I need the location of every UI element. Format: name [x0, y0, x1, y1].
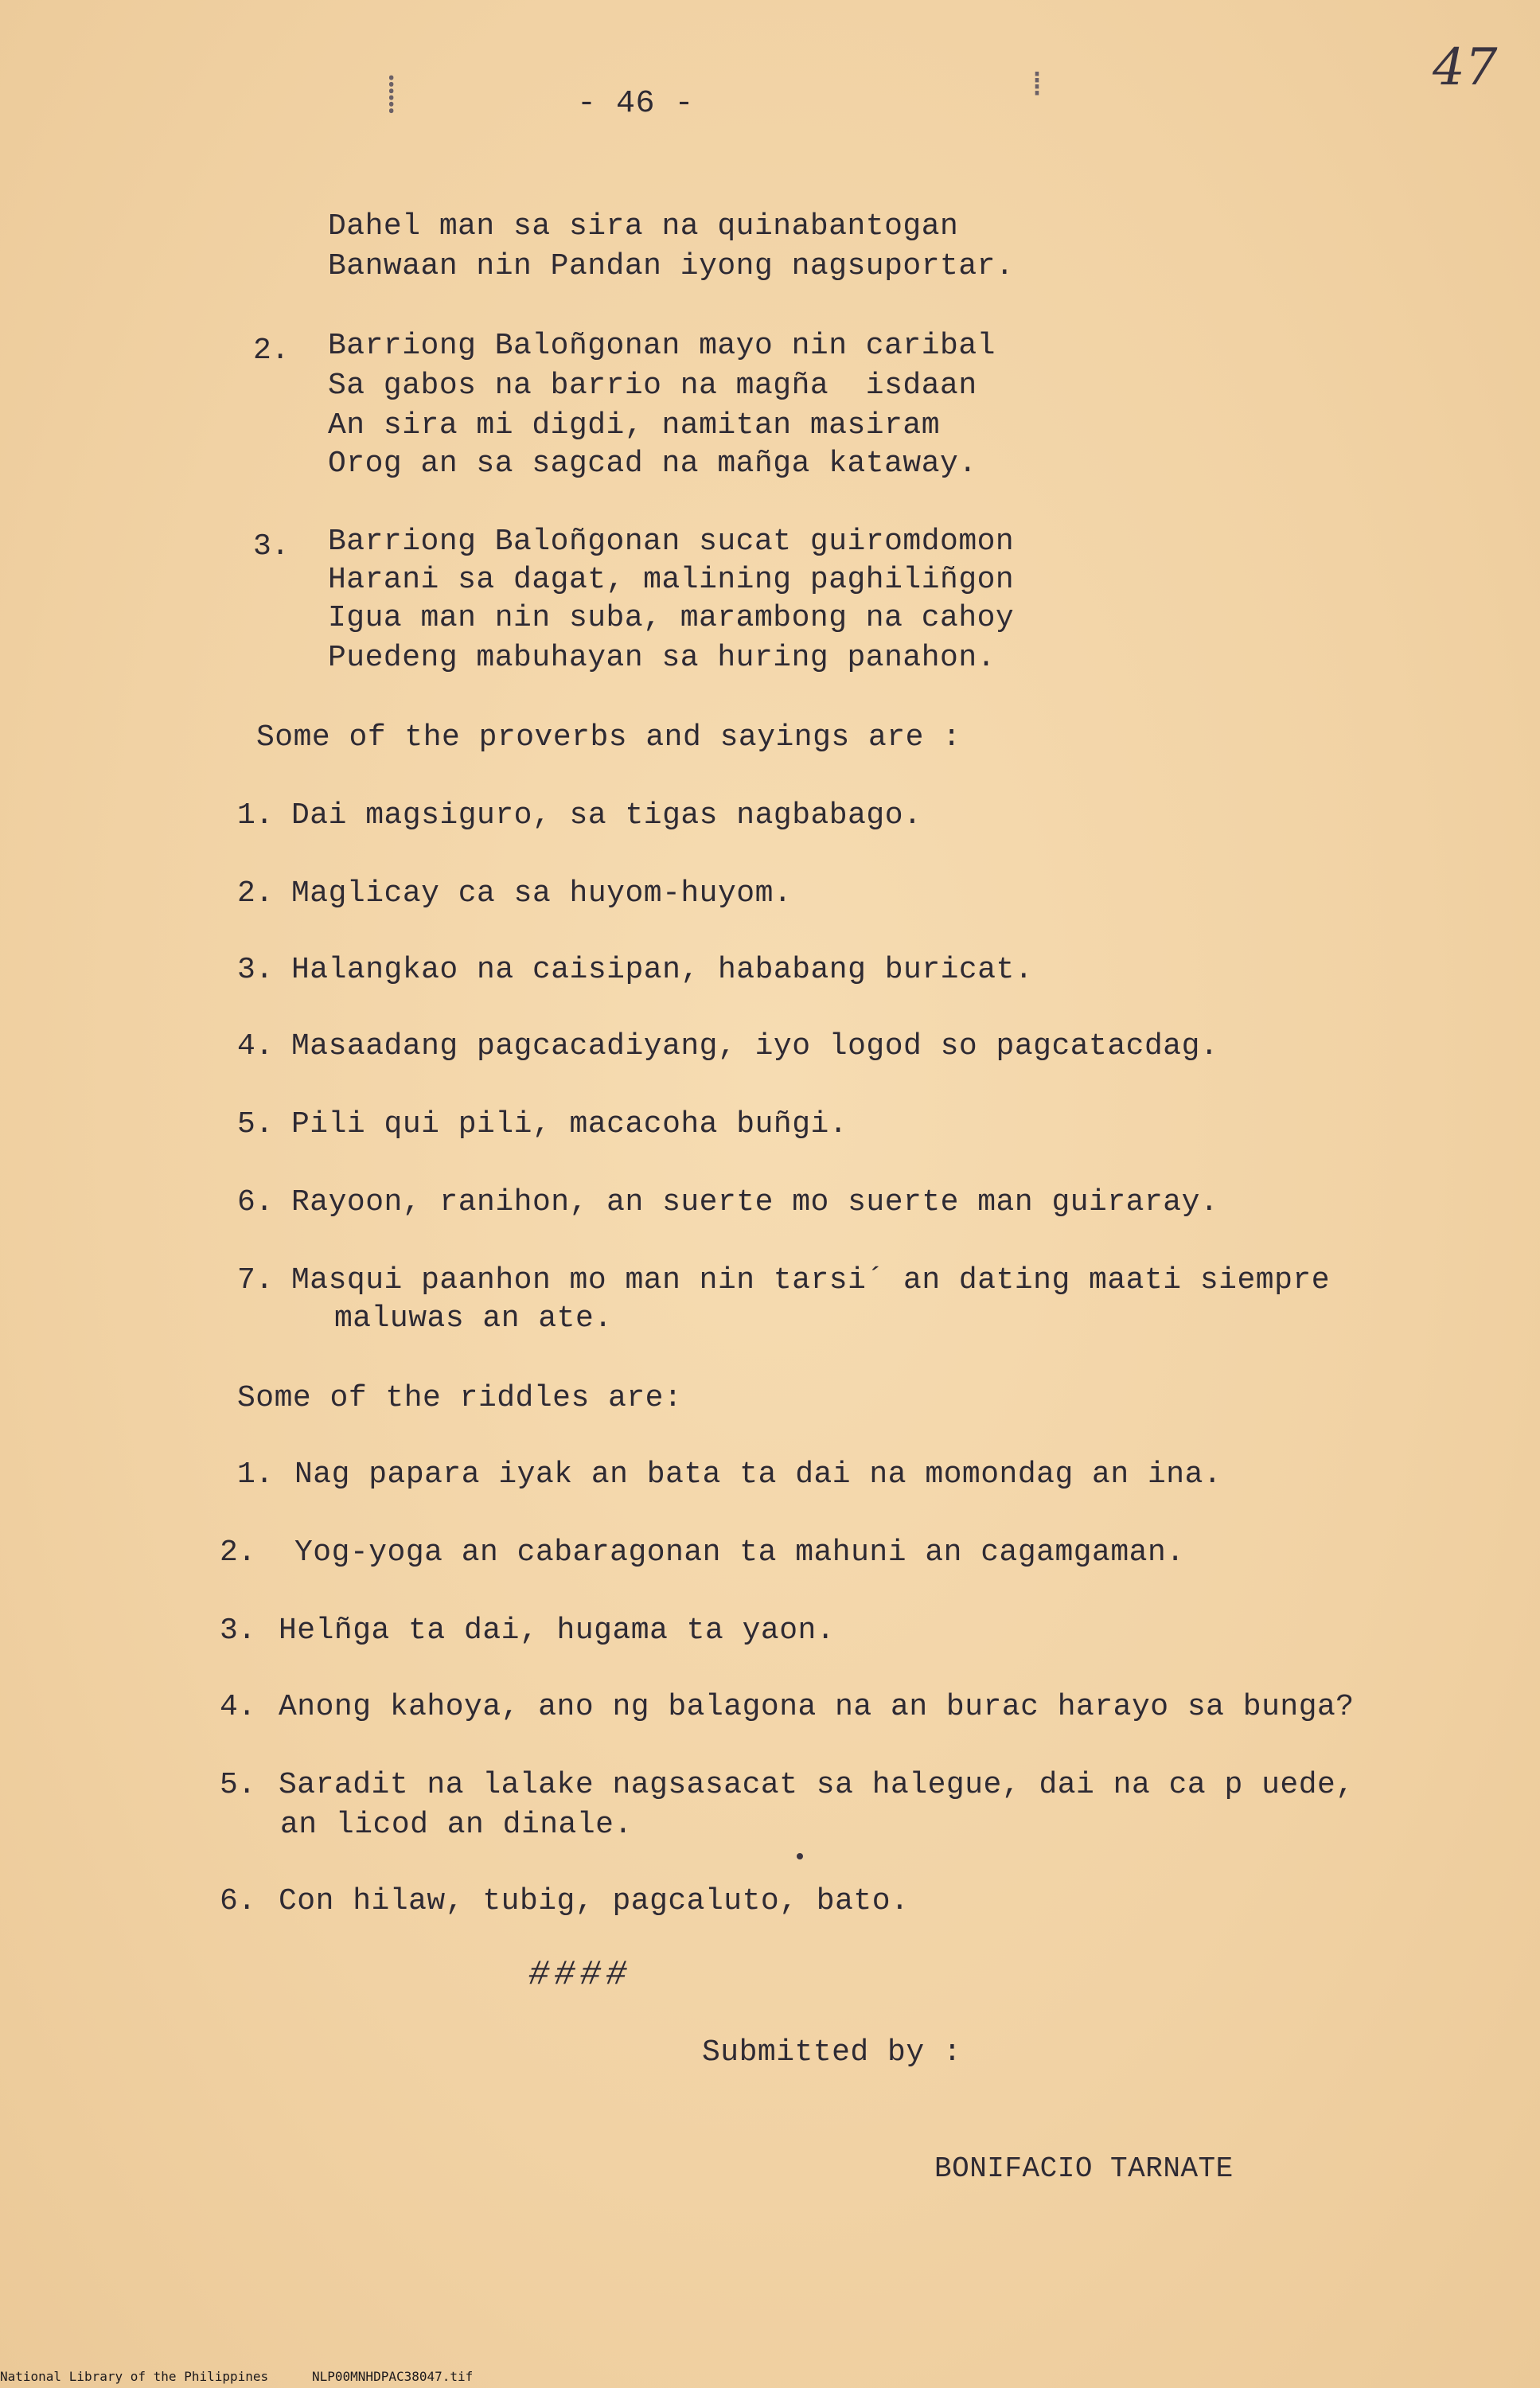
riddle-text: Yog-yoga an cabaragonan ta mahuni an cagamgaman.	[294, 1535, 1185, 1570]
poem-line: Dahel man sa sira na quinabantogan	[328, 209, 959, 244]
footer-file-id: NLP00MNHDPAC38047.tif	[312, 2369, 474, 2384]
riddle-number: 4.	[220, 1690, 256, 1724]
stanza-number: 2.	[253, 334, 290, 368]
riddle-number: 5.	[220, 1768, 256, 1802]
proverb-number: 5.	[237, 1107, 274, 1141]
proverb-number: 1.	[237, 798, 274, 833]
proverb-text: Halangkao na caisipan, hababang buricat.	[291, 953, 1034, 987]
riddle-text: Con hilaw, tubig, pagcaluto, bato.	[279, 1884, 910, 1918]
poem-line: Orog an sa sagcad na mañga kataway.	[328, 447, 977, 481]
proverb-number: 7.	[237, 1263, 274, 1297]
typewriter-mark: ⁞	[1031, 64, 1043, 104]
riddle-number: 2.	[220, 1535, 256, 1570]
riddle-text: Saradit na lalake nagsasacat sa halegue, dai na ca p uede,	[279, 1768, 1355, 1802]
riddles-heading: Some of the riddles are:	[237, 1381, 683, 1415]
proverb-number: 3.	[237, 953, 274, 987]
submitted-by-label: Submitted by :	[702, 2035, 962, 2070]
riddle-number: 6.	[220, 1884, 256, 1918]
poem-line: Puedeng mabuhayan sa huring panahon.	[328, 641, 996, 675]
poem-line: Barriong Baloñgonan sucat guiromdomon	[328, 525, 1015, 559]
proverb-number: 2.	[237, 876, 274, 911]
typewriter-mark: ⸽	[387, 74, 396, 115]
poem-line: Barriong Baloñgonan mayo nin caribal	[328, 329, 996, 363]
author-name: BONIFACIO TARNATE	[934, 2152, 1234, 2185]
poem-line: Harani sa dagat, malining paghiliñgon	[328, 563, 1015, 597]
poem-line: Banwaan nin Pandan iyong nagsuportar.	[328, 249, 1015, 283]
riddle-text: Helñga ta dai, hugama ta yaon.	[279, 1613, 836, 1648]
proverb-number: 4.	[237, 1029, 274, 1063]
poem-line: An sira mi digdi, namitan masiram	[328, 408, 941, 443]
riddle-continuation: an licod an dinale.	[280, 1808, 633, 1842]
proverb-continuation: maluwas an ate.	[334, 1301, 613, 1336]
proverb-text: Rayoon, ranihon, an suerte mo suerte man guiraray.	[291, 1185, 1219, 1219]
ink-speck	[797, 1853, 803, 1859]
proverbs-heading: Some of the proverbs and sayings are :	[256, 720, 961, 755]
riddle-number: 1.	[237, 1457, 274, 1492]
proverb-text: Masqui paanhon mo man nin tarsi´ an dating maati siempre	[291, 1263, 1331, 1297]
riddle-text: Anong kahoya, ano ng balagona na an burac harayo sa bunga?	[279, 1690, 1355, 1724]
stanza-number: 3.	[253, 529, 290, 564]
proverb-text: Masaadang pagcacadiyang, iyo logod so pagcatacdag.	[291, 1029, 1219, 1063]
section-separator: ####	[528, 1955, 632, 1995]
page-number: - 46 -	[577, 86, 695, 122]
proverb-text: Pili qui pili, macacoha buñgi.	[291, 1107, 848, 1141]
riddle-text: Nag papara iyak an bata ta dai na momondag an ina.	[294, 1457, 1222, 1492]
poem-line: Igua man nin suba, marambong na cahoy	[328, 601, 1015, 635]
riddle-number: 3.	[220, 1613, 256, 1648]
proverb-text: Dai magsiguro, sa tigas nagbabago.	[291, 798, 922, 833]
footer-library: National Library of the Philippines	[0, 2369, 269, 2384]
poem-line: Sa gabos na barrio na magña isdaan	[328, 369, 977, 403]
proverb-text: Maglicay ca sa huyom-huyom.	[291, 876, 793, 911]
proverb-number: 6.	[237, 1185, 274, 1219]
handwritten-folio-number: 47	[1433, 38, 1498, 97]
